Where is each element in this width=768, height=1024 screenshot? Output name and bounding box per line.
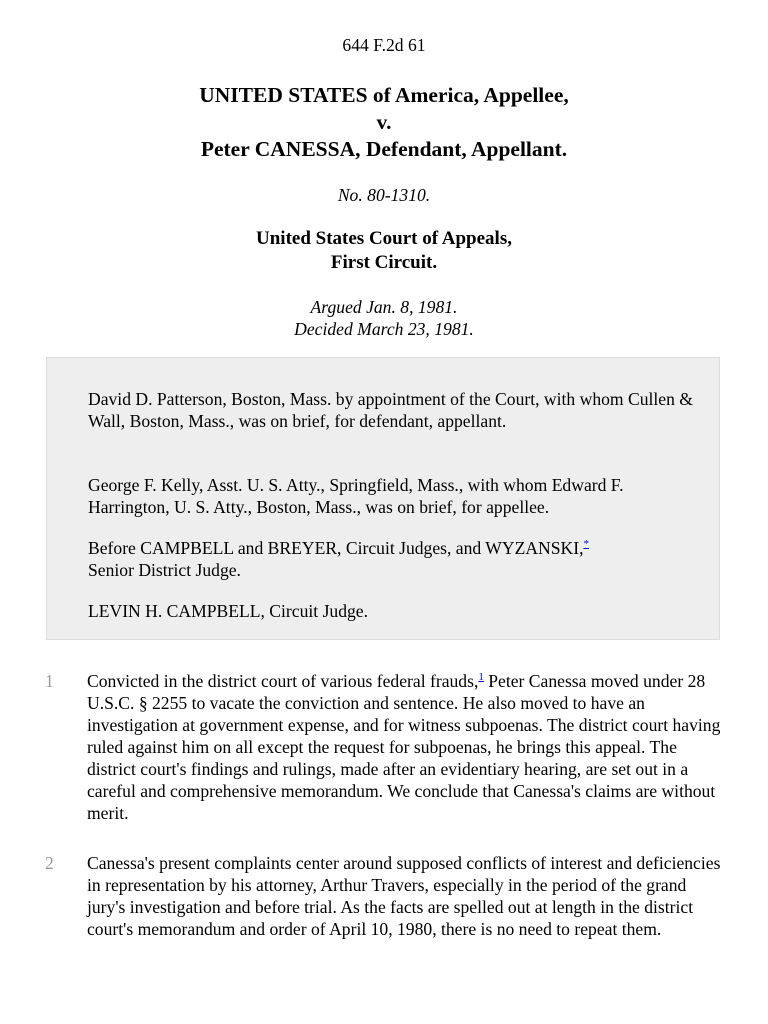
paragraph-text: Canessa's present complaints center around supposed conflicts of interest and deficiencies in representation by his attorney, Arthur Travers, especially in the period of the grand jury's investigation and before trial. As the facts are spelled out at length in the district court's memorandum and order of April 10, 1980, there is no need to repeat them. <box>87 853 721 939</box>
defendant-counsel: David D. Patterson, Boston, Mass. by appointment of the Court, with whom Cullen & Wall, Boston, Mass., was on brief, for defendant, appellant. <box>88 389 693 431</box>
case-caption <box>0 82 768 163</box>
panel-senior-judge: Senior District Judge. <box>88 560 241 580</box>
paragraph-text-rest: Peter Canessa moved under 28 U.S.C. § 2255 to vacate the conviction and sentence. He also moved to have an investigation at government expense, and for witness subpoenas. The district court having ruled against him on all except the request for subpoenas, he brings this appeal. The district court's findings and rulings, made after an evidentiary hearing, are set out in a careful and comprehensive memorandum. We conclude that Canessa's claims are without merit. <box>87 671 721 823</box>
footnote-1-link[interactable]: 1 <box>478 671 484 684</box>
paragraph-number: 1 <box>45 671 54 691</box>
panel-text: Before CAMPBELL and BREYER, Circuit Judges, and WYZANSKI, <box>88 538 584 558</box>
panel-judges <box>88 537 708 581</box>
counsel-box <box>46 357 720 640</box>
caption-appellee: UNITED STATES of America, Appellee, <box>199 83 569 107</box>
case-dates <box>0 296 768 340</box>
docket-number: No. 80-1310. <box>337 185 431 205</box>
paragraph-text <box>87 670 723 824</box>
caption-appellant: Peter CANESSA, Defendant, Appellant. <box>200 137 568 161</box>
footnote-star-link[interactable]: * <box>583 538 590 551</box>
paragraph-number: 2 <box>45 853 54 873</box>
decided-date: Decided March 23, 1981. <box>294 319 474 339</box>
paragraph-text-start: Convicted in the district court of various federal frauds, <box>87 671 479 691</box>
court-name <box>0 227 768 275</box>
argued-date: Argued Jan. 8, 1981. <box>310 297 458 317</box>
appellee-counsel: George F. Kelly, Asst. U. S. Atty., Springfield, Mass., with whom Edward F. Harrington, U. S. Atty., Boston, Mass., was on brief, for appellee. <box>88 475 624 517</box>
case-citation: 644 F.2d 61 <box>342 35 426 55</box>
caption-versus: v. <box>376 110 392 134</box>
court-name-line2: First Circuit. <box>330 252 438 273</box>
opinion-author: LEVIN H. CAMPBELL, Circuit Judge. <box>88 601 369 621</box>
court-name-line1: United States Court of Appeals, <box>256 228 512 249</box>
